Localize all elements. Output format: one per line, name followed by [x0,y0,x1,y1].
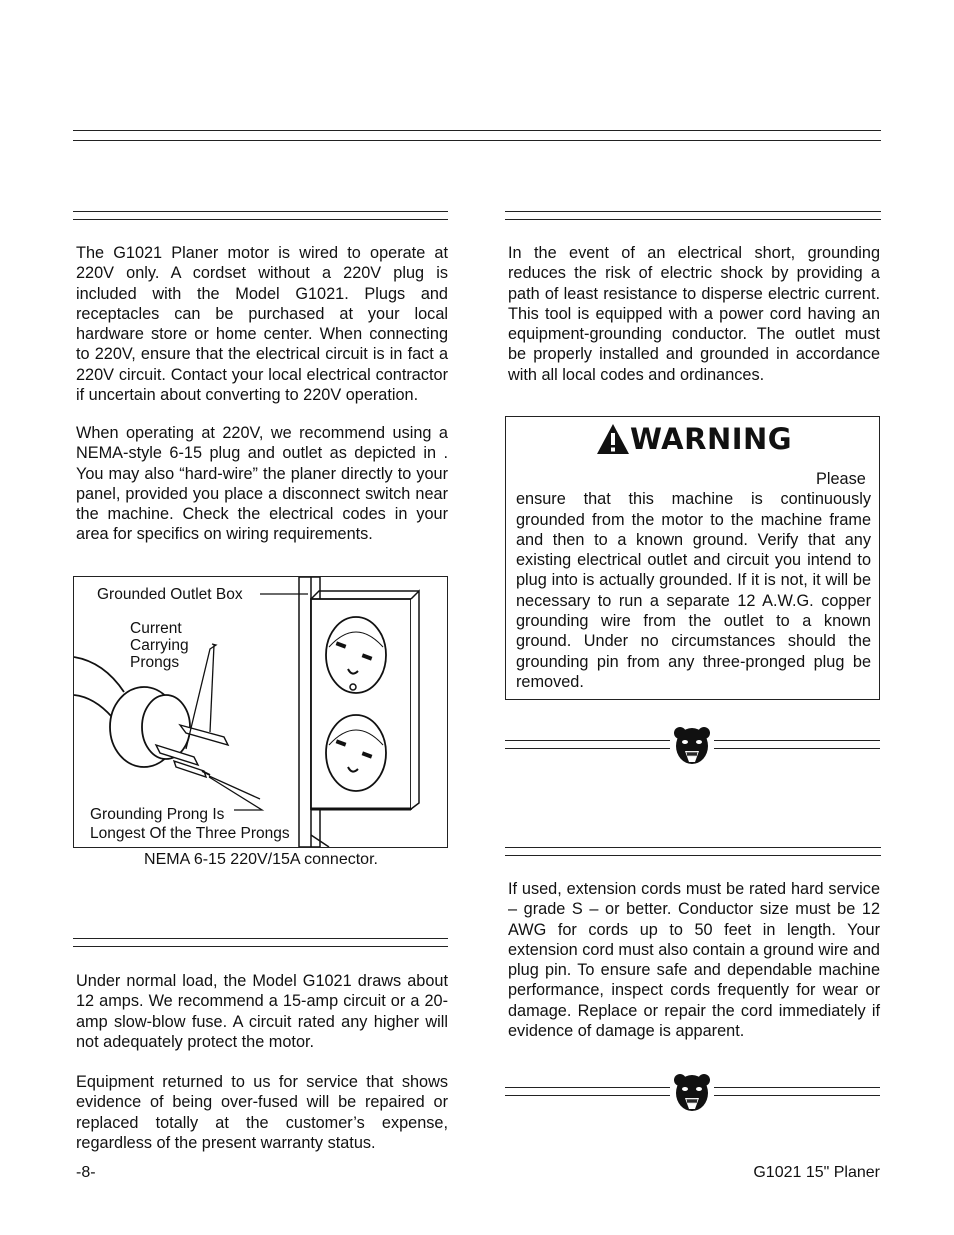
bear-rule-right-2a [714,1087,880,1088]
warning-title: WARNING [630,422,793,456]
figure-label-current-2: Carrying [130,637,189,654]
warning-triangle-icon [596,423,630,455]
right-paragraph-extension: If used, extension cords must be rated hard service – grade S – or better. Conductor size must be 12 AWG for cords up to 50 feet in length. Your extension cord must also contain a ground wire and plug pin. To ensure safe and dependable machine performance, inspect cords frequently for wear or damage. Replace or repair the cord immediately if evidence of damage is apparent. [508,880,880,1041]
page-number: -8- [76,1164,96,1181]
left-paragraph-amps: Under normal load, the Model G1021 draws about 12 amps. We recommend a 15-amp circuit or a 20-amp slow-blow fuse. A circuit rated any higher will not adequately protect the motor. [76,972,448,1051]
left-paragraph-overfused: Equipment returned to us for service that shows evidence of being over-fused will be repaired or replaced totally at the customer’s expense, regardless of the present warranty status. [76,1073,448,1152]
bear-rule-left-2b [505,1095,670,1096]
bear-rule-left-2a [505,1087,670,1088]
header-rule-top [73,130,881,131]
section-rule-left-2a [73,938,448,939]
warning-box [505,416,880,700]
right-paragraph-grounding: In the event of an electrical short, grounding reduces the risk of electric shock by providing a path of least resistance to disperse electric current. This tool is equipped with a power cord having an equipment-grounding conductor. The outlet must be properly installed and grounded in accordance with all local codes and ordinances. [508,244,880,384]
figure-label-ground-1: Grounding Prong Is [90,806,225,823]
warning-text [516,469,871,692]
bear-logo-icon-2 [673,1073,711,1113]
figure-label-current-3: Prongs [130,654,180,671]
bear-logo-icon [673,726,711,766]
figure-label-current-1: Current [130,620,182,637]
footer-model: G1021 15" Planer [753,1164,880,1181]
warning-text-body: Please ensure that this machine is continuously grounded from the motor to the machine frame and then to a known ground. Verify that any existing electrical outlet and circuit you intend to plug into is actually grounded. If it is not, it will be necessary to run a separate 12 A.W.G. copper grounding wire from the outlet to a known ground. Under no circumstances should the grounding pin from any three-pronged plug be removed. [516,470,871,691]
section-rule-right-2b [505,855,881,856]
section-rule-right-1a [505,211,881,212]
section-rule-left-1a [73,211,448,212]
bear-rule-right-2b [714,1095,880,1096]
bear-rule-left-1b [505,748,670,749]
figure-label-ground-2: Longest Of the Three Prongs [90,825,290,842]
section-rule-right-2a [505,847,881,848]
figure-caption: NEMA 6-15 220V/15A connector. [144,851,378,868]
header-rule-bottom [73,140,881,141]
section-rule-left-2b [73,946,448,947]
left-paragraph-220v: The G1021 Planer motor is wired to operate at 220V only. A cordset without a 220V plug is included with the Model G1021. Plugs and receptacles can be purchased at your local hardware store or home center. When connecting to 220V, ensure that the electrical circuit is in fact a 220V circuit. Contact your local electrical contractor if uncertain about converting to 220V operation. [76,244,448,405]
nema-connector-figure [73,576,448,848]
warning-header [596,421,792,457]
figure-label-outlet-box: Grounded Outlet Box [97,586,243,603]
section-rule-left-1b [73,219,448,220]
bear-rule-right-1b [714,748,880,749]
bear-rule-right-1a [714,740,880,741]
bear-rule-left-1a [505,740,670,741]
section-rule-right-1b [505,219,881,220]
left-paragraph-nema: When operating at 220V, we recommend using a NEMA-style 6-15 plug and outlet as depicted in . You may also “hard-wire” the planer directly to your panel, provided you place a disconnect switch near the machine. Check the electrical codes in your area for specifics on wiring requirements. [76,424,448,544]
